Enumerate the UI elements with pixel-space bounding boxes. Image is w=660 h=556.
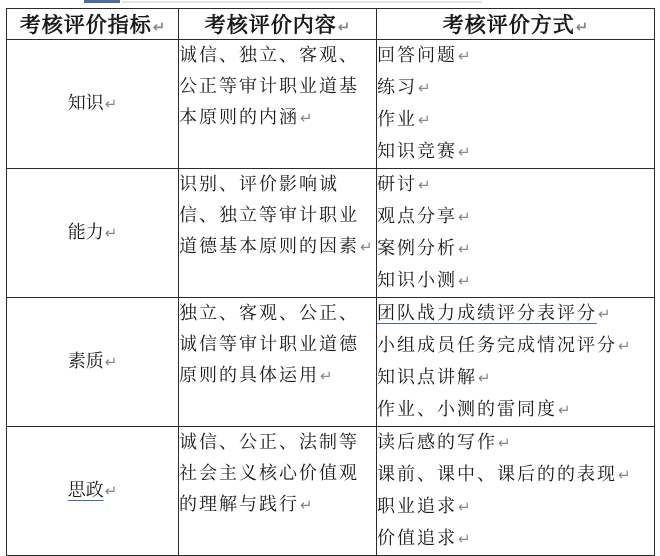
method-item: 价值追求↵ <box>377 528 471 549</box>
assessment-table <box>6 8 655 556</box>
method-item: 课前、课中、课后的的表现↵ <box>377 464 631 485</box>
method-item: 知识点讲解↵ <box>377 367 491 388</box>
header-rule <box>122 1 482 3</box>
header-method: 考核评价方式↵ <box>377 9 655 40</box>
method-item: 练习↵ <box>377 77 431 98</box>
content-cell: 识别、评价影响诚信、独立等审计职业道德基本原则的因素↵ <box>179 169 377 298</box>
content-cell: 诚信、公正、法制等社会主义核心价值观的理解与践行↵ <box>179 427 377 556</box>
method-item: 案例分析↵ <box>377 238 471 259</box>
indicator-cell: 知识↵ <box>7 40 179 169</box>
method-item: 读后感的写作↵ <box>377 432 511 453</box>
method-item: 知识小测↵ <box>377 270 471 291</box>
table-row <box>7 40 655 169</box>
header-indicator: 考核评价指标↵ <box>7 9 179 40</box>
method-item: 研讨↵ <box>377 174 431 195</box>
method-item: 小组成员任务完成情况评分↵ <box>377 335 631 356</box>
method-cell <box>377 169 655 298</box>
indicator-cell: 素质↵ <box>7 298 179 427</box>
method-item: 知识竞赛↵ <box>377 141 471 162</box>
table-header-row <box>7 9 655 40</box>
method-item: 职业追求↵ <box>377 496 471 517</box>
method-item: 团队战力成绩评分表评分↵ <box>377 303 611 324</box>
content-cell: 独立、客观、公正、诚信等审计职业道德原则的具体运用↵ <box>179 298 377 427</box>
method-item: 回答问题↵ <box>377 45 471 66</box>
header-rule-accent <box>84 0 120 3</box>
table-row <box>7 169 655 298</box>
indicator-cell: 思政↵ <box>7 427 179 556</box>
method-cell <box>377 40 655 169</box>
header-content: 考核评价内容↵ <box>179 9 377 40</box>
method-item: 作业、小测的雷同度↵ <box>377 399 571 420</box>
content-cell: 诚信、独立、客观、公正等审计职业道基本原则的内涵↵ <box>179 40 377 169</box>
indicator-cell: 能力↵ <box>7 169 179 298</box>
table-row <box>7 427 655 556</box>
method-item: 观点分享↵ <box>377 206 471 227</box>
method-cell <box>377 427 655 556</box>
method-item: 作业↵ <box>377 109 431 130</box>
method-cell <box>377 298 655 427</box>
table-row <box>7 298 655 427</box>
